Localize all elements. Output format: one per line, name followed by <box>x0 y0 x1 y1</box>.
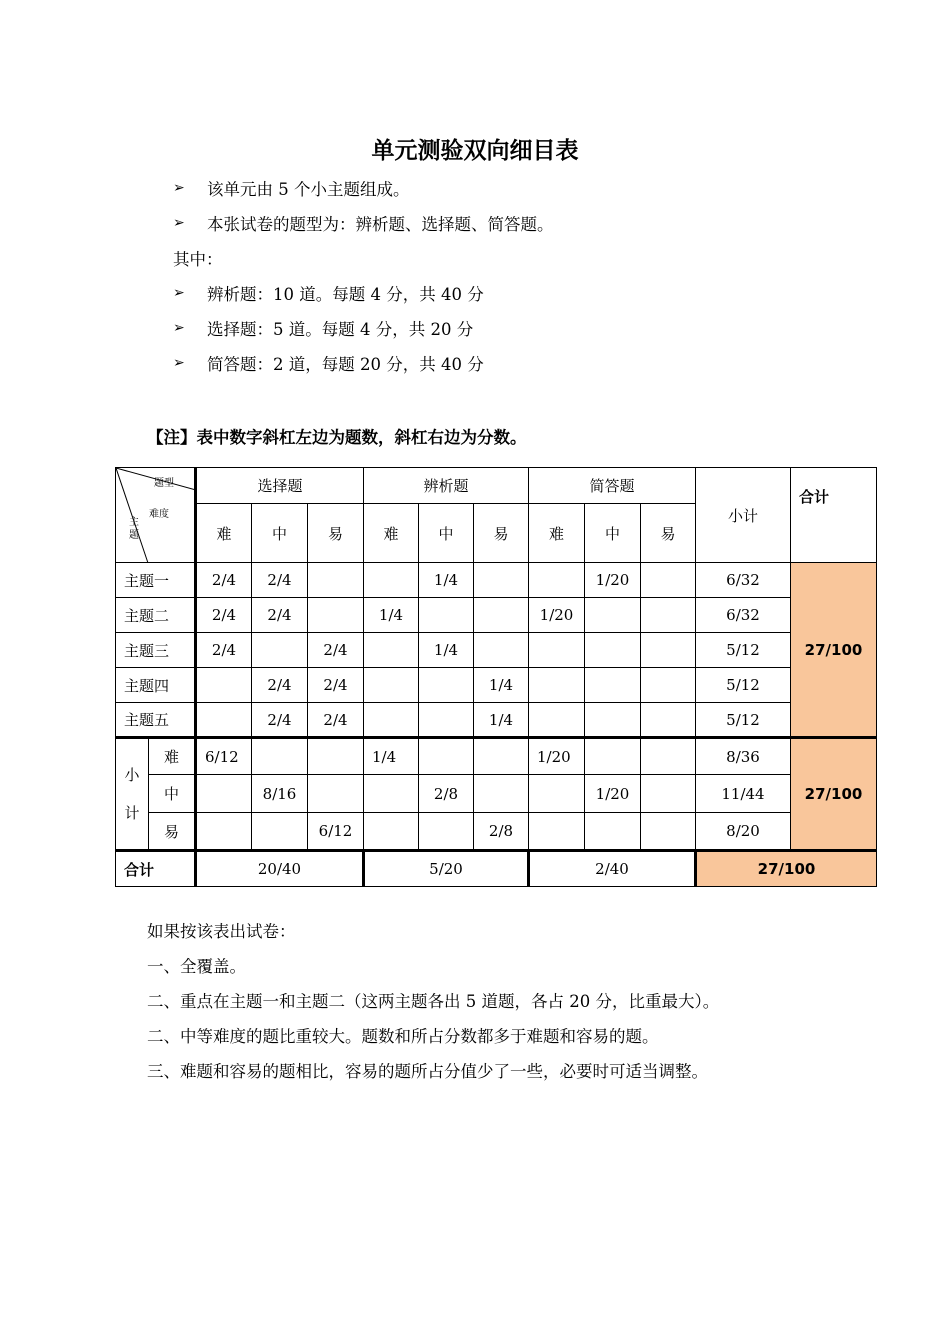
cell: 1/4 <box>364 598 419 633</box>
cell <box>196 775 252 813</box>
topic-name: 主题四 <box>116 668 196 703</box>
cell <box>474 598 529 633</box>
cell <box>585 668 641 703</box>
bullet-arrow-icon: ➢ <box>173 215 185 231</box>
table-note: 【注】表中数字斜杠左边为题数，斜杠右边为分数。 <box>147 428 527 447</box>
cell <box>308 563 364 598</box>
cell: 2/4 <box>308 703 364 738</box>
level-header: 中 <box>585 504 641 563</box>
cell <box>419 598 474 633</box>
row-subtotal: 6/32 <box>696 598 791 633</box>
cell: 2/4 <box>252 703 308 738</box>
cell <box>529 633 585 668</box>
cell <box>529 813 585 851</box>
corner-type-label: 题型 <box>154 478 174 489</box>
cell <box>308 598 364 633</box>
cell: 2/4 <box>196 563 252 598</box>
cell <box>585 598 641 633</box>
cell: 2/4 <box>196 633 252 668</box>
conclusion-line: 如果按该表出试卷： <box>147 922 296 941</box>
table-row <box>116 563 877 598</box>
row-subtotal: 8/36 <box>696 738 791 775</box>
cell <box>252 813 308 851</box>
topic-name: 主题三 <box>116 633 196 668</box>
level-header: 难 <box>364 504 419 563</box>
row-subtotal: 6/32 <box>696 563 791 598</box>
cell <box>252 738 308 775</box>
level-header: 难 <box>196 504 252 563</box>
subtotal-header: 小计 <box>696 468 791 563</box>
cell <box>585 738 641 775</box>
cell <box>585 703 641 738</box>
cell: 1/4 <box>474 703 529 738</box>
cell: 1/4 <box>364 738 419 775</box>
cell <box>308 775 364 813</box>
table-row <box>116 703 877 738</box>
cell <box>641 775 696 813</box>
cell <box>419 703 474 738</box>
cell <box>364 563 419 598</box>
type-header: 选择题 <box>196 468 364 504</box>
cell <box>529 563 585 598</box>
intro-line: 本张试卷的题型为：辨析题、选择题、简答题。 <box>207 215 554 234</box>
type-header: 简答题 <box>529 468 696 504</box>
row-subtotal: 5/12 <box>696 668 791 703</box>
cell: 2/4 <box>308 633 364 668</box>
cell: 2/8 <box>474 813 529 851</box>
table-row <box>116 598 877 633</box>
cell: 1/20 <box>585 775 641 813</box>
cell: 2/4 <box>252 563 308 598</box>
cell <box>252 633 308 668</box>
bullet-arrow-icon: ➢ <box>173 285 185 301</box>
cell <box>474 738 529 775</box>
level-header: 中 <box>419 504 474 563</box>
total-row-label: 合计 <box>116 851 196 887</box>
subtotal-label-char: 小 <box>124 766 140 784</box>
page-title: 单元测验双向细目表 <box>371 138 579 164</box>
row-subtotal: 5/12 <box>696 703 791 738</box>
cell <box>364 668 419 703</box>
total-header: 合计 <box>791 468 877 563</box>
bullet-arrow-icon: ➢ <box>173 355 185 371</box>
row-subtotal: 5/12 <box>696 633 791 668</box>
cell <box>641 633 696 668</box>
cell <box>364 775 419 813</box>
cell: 2/4 <box>252 668 308 703</box>
cell <box>364 633 419 668</box>
topic-total: 27/100 <box>791 563 877 738</box>
cell <box>419 738 474 775</box>
cell <box>529 668 585 703</box>
grand-total: 27/100 <box>696 851 877 887</box>
cell <box>641 563 696 598</box>
topic-name: 主题一 <box>116 563 196 598</box>
corner-header <box>116 468 196 563</box>
level-header: 易 <box>474 504 529 563</box>
cell: 6/12 <box>196 738 252 775</box>
cell <box>474 563 529 598</box>
conclusion-line: 三、难题和容易的题相比，容易的题所占分值少了一些，必要时可适当调整。 <box>147 1062 708 1081</box>
cell <box>641 598 696 633</box>
cell <box>474 633 529 668</box>
cell: 1/4 <box>419 563 474 598</box>
cell <box>474 775 529 813</box>
table-row <box>116 738 877 775</box>
cell: 2/4 <box>196 598 252 633</box>
cell: 2/4 <box>308 668 364 703</box>
qizhong-label: 其中： <box>173 250 223 269</box>
topic-name: 主题五 <box>116 703 196 738</box>
cell <box>419 813 474 851</box>
cell <box>364 813 419 851</box>
cell: 1/20 <box>529 738 585 775</box>
cell <box>308 738 364 775</box>
row-subtotal: 11/44 <box>696 775 791 813</box>
cell <box>641 813 696 851</box>
topic-name: 主题二 <box>116 598 196 633</box>
conclusion-line: 一、全覆盖。 <box>147 957 246 976</box>
intro-line: 简答题：2 道，每题 20 分，共 40 分 <box>207 355 484 374</box>
cell <box>196 668 252 703</box>
cell <box>364 703 419 738</box>
cell <box>419 668 474 703</box>
intro-line: 选择题：5 道。每题 4 分，共 20 分 <box>207 320 474 339</box>
type-total: 2/40 <box>529 851 696 887</box>
corner-difficulty-label: 难度 <box>149 509 169 520</box>
level-header: 易 <box>308 504 364 563</box>
type-header: 辨析题 <box>364 468 529 504</box>
subtotal-label-char: 计 <box>124 804 140 822</box>
difficulty-name: 易 <box>149 813 196 851</box>
cell <box>641 668 696 703</box>
cell: 6/12 <box>308 813 364 851</box>
intro-line: 辨析题：10 道。每题 4 分，共 40 分 <box>207 285 484 304</box>
subtotal-section-label <box>116 738 149 851</box>
type-total: 20/40 <box>196 851 364 887</box>
difficulty-name: 难 <box>149 738 196 775</box>
level-header: 难 <box>529 504 585 563</box>
cell <box>529 703 585 738</box>
cell: 1/4 <box>474 668 529 703</box>
row-subtotal: 8/20 <box>696 813 791 851</box>
bullet-arrow-icon: ➢ <box>173 180 185 196</box>
table-row <box>116 813 877 851</box>
cell <box>585 813 641 851</box>
cell: 1/4 <box>419 633 474 668</box>
bullet-arrow-icon: ➢ <box>173 320 185 336</box>
cell: 2/4 <box>252 598 308 633</box>
table-row <box>116 668 877 703</box>
cell <box>196 703 252 738</box>
difficulty-name: 中 <box>149 775 196 813</box>
conclusion-line: 二、重点在主题一和主题二（这两主题各出 5 道题，各占 20 分，比重最大）。 <box>147 992 720 1011</box>
cell: 1/20 <box>585 563 641 598</box>
level-header: 中 <box>252 504 308 563</box>
cell: 2/8 <box>419 775 474 813</box>
subtotal-total: 27/100 <box>791 738 877 851</box>
cell: 8/16 <box>252 775 308 813</box>
total-row <box>116 851 877 887</box>
intro-line: 该单元由 5 个小主题组成。 <box>207 180 410 199</box>
conclusion-line: 二、中等难度的题比重较大。题数和所占分数都多于难题和容易的题。 <box>147 1027 659 1046</box>
cell <box>196 813 252 851</box>
level-header: 易 <box>641 504 696 563</box>
cell <box>641 703 696 738</box>
cell <box>585 633 641 668</box>
table-row <box>116 633 877 668</box>
cell <box>529 775 585 813</box>
corner-topic-label: 主题 <box>129 517 139 541</box>
type-total: 5/20 <box>364 851 529 887</box>
table-row <box>116 775 877 813</box>
cell <box>641 738 696 775</box>
cell: 1/20 <box>529 598 585 633</box>
specification-table <box>115 467 877 887</box>
